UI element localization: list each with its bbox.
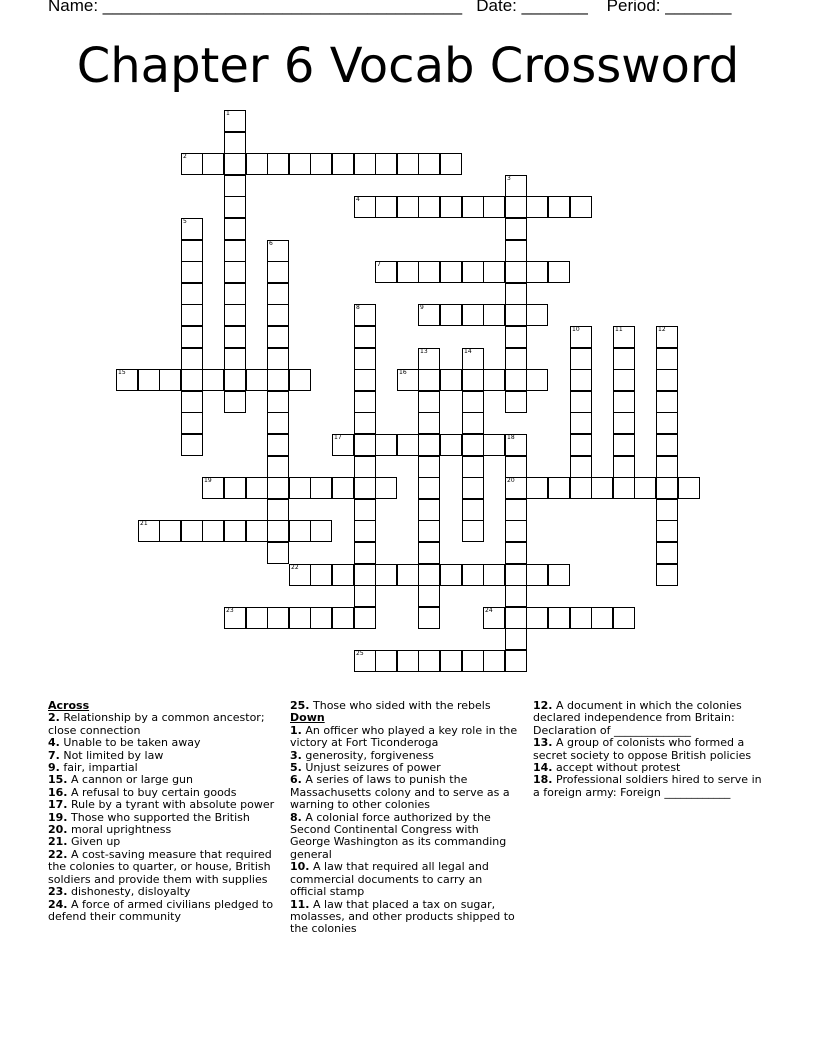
grid-cell[interactable] (418, 153, 440, 175)
grid-cell[interactable] (462, 391, 484, 413)
grid-cell[interactable] (246, 153, 268, 175)
grid-cell[interactable] (267, 240, 289, 262)
grid-cell[interactable] (483, 304, 505, 326)
grid-cell[interactable] (483, 261, 505, 283)
clue-across-20: 20. moral uprightness (48, 823, 172, 837)
clue-across-21: 21. Given up (48, 835, 121, 849)
grid-cell[interactable] (440, 434, 462, 456)
clue-across-25: 25. Those who sided with the rebels (290, 699, 491, 712)
grid-cell[interactable] (181, 304, 203, 326)
grid-cell[interactable] (505, 542, 527, 564)
grid-cell[interactable] (224, 607, 246, 629)
grid-cell[interactable] (267, 391, 289, 413)
grid-cell[interactable] (505, 607, 527, 629)
clue-across-22: 22. A cost-saving measure that required the colonies to quarter, or house, British soldiers and provide them with supplies (48, 847, 272, 886)
grid-cell[interactable] (613, 326, 635, 348)
grid-cell[interactable] (289, 477, 311, 499)
grid-cell[interactable] (375, 650, 397, 672)
grid-cell[interactable] (181, 240, 203, 262)
grid-cell[interactable] (505, 261, 527, 283)
grid-cell[interactable] (397, 564, 419, 586)
clue-number: 25 (356, 650, 364, 657)
grid-cell[interactable] (354, 391, 376, 413)
grid-cell[interactable] (418, 412, 440, 434)
grid-cell[interactable] (526, 369, 548, 391)
grid-cell[interactable] (613, 607, 635, 629)
grid-cell[interactable] (613, 391, 635, 413)
grid-cell[interactable] (505, 348, 527, 370)
clue-down-14: 14. accept without protest (533, 761, 681, 775)
grid-cell[interactable] (656, 326, 678, 348)
clue-column-3 (533, 700, 769, 799)
grid-cell[interactable] (440, 369, 462, 391)
grid-cell[interactable] (332, 153, 354, 175)
grid-cell[interactable] (181, 218, 203, 240)
grid-cell[interactable] (224, 218, 246, 240)
clue-number: 11 (615, 326, 623, 333)
grid-cell[interactable] (570, 348, 592, 370)
grid-cell[interactable] (548, 564, 570, 586)
grid-cell[interactable] (418, 261, 440, 283)
clue-number: 16 (399, 369, 407, 376)
clue-across-19: 19. Those who supported the British (48, 810, 250, 824)
grid-cell[interactable] (375, 564, 397, 586)
grid-cell[interactable] (418, 650, 440, 672)
grid-cell[interactable] (505, 628, 527, 650)
clue-number: 2 (183, 153, 187, 160)
grid-cell[interactable] (267, 520, 289, 542)
grid-cell[interactable] (181, 520, 203, 542)
clue-number: 1 (226, 110, 230, 117)
clue-number: 5 (183, 218, 187, 225)
across-heading: Across (48, 699, 90, 712)
clue-across-16: 16. A refusal to buy certain goods (48, 785, 237, 799)
grid-cell[interactable] (418, 348, 440, 370)
grid-cell[interactable] (267, 326, 289, 348)
grid-cell[interactable] (267, 499, 289, 521)
grid-cell[interactable] (202, 520, 224, 542)
grid-cell[interactable] (224, 477, 246, 499)
grid-cell[interactable] (354, 196, 376, 218)
grid-cell[interactable] (267, 456, 289, 478)
grid-cell[interactable] (570, 326, 592, 348)
clue-number: 10 (572, 326, 580, 333)
grid-cell[interactable] (526, 261, 548, 283)
grid-cell[interactable] (181, 326, 203, 348)
grid-cell[interactable] (483, 607, 505, 629)
grid-cell[interactable] (462, 261, 484, 283)
grid-cell[interactable] (656, 348, 678, 370)
clue-across-23: 23. dishonesty, disloyalty (48, 885, 191, 899)
clue-down-1: 1. An officer who played a key role in the victory at Fort Ticonderoga (290, 723, 518, 750)
clue-number: 21 (140, 520, 148, 527)
grid-cell[interactable] (656, 499, 678, 521)
grid-cell[interactable] (613, 456, 635, 478)
grid-cell[interactable] (548, 261, 570, 283)
grid-cell[interactable] (570, 369, 592, 391)
clue-number: 14 (464, 348, 472, 355)
grid-cell[interactable] (656, 391, 678, 413)
grid-cell[interactable] (246, 369, 268, 391)
grid-cell[interactable] (181, 434, 203, 456)
grid-cell[interactable] (224, 348, 246, 370)
grid-cell[interactable] (202, 369, 224, 391)
grid-cell[interactable] (354, 477, 376, 499)
grid-cell[interactable] (267, 607, 289, 629)
grid-cell[interactable] (505, 650, 527, 672)
grid-cell[interactable] (397, 196, 419, 218)
clue-across-15: 15. A cannon or large gun (48, 773, 193, 787)
grid-cell[interactable] (354, 585, 376, 607)
grid-cell[interactable] (505, 304, 527, 326)
grid-cell[interactable] (332, 564, 354, 586)
grid-cell[interactable] (375, 196, 397, 218)
grid-cell[interactable] (440, 196, 462, 218)
grid-cell[interactable] (289, 607, 311, 629)
clue-down-6: 6. A series of laws to punish the Massachusetts colony and to serve as a warning to other colonies (290, 773, 510, 812)
clue-number: 17 (334, 434, 342, 441)
grid-cell[interactable] (634, 477, 656, 499)
grid-cell[interactable] (462, 348, 484, 370)
grid-cell[interactable] (224, 175, 246, 197)
grid-cell[interactable] (354, 348, 376, 370)
grid-cell[interactable] (332, 434, 354, 456)
grid-cell[interactable] (613, 434, 635, 456)
grid-cell[interactable] (202, 477, 224, 499)
clue-number: 3 (507, 175, 511, 182)
grid-cell[interactable] (526, 304, 548, 326)
page-title: Chapter 6 Vocab Crossword (76, 38, 740, 94)
grid-cell[interactable] (354, 564, 376, 586)
clue-down-8: 8. A colonial force authorized by the Second Continental Congress with George Washington as its commanding general (290, 810, 507, 861)
grid-cell[interactable] (418, 456, 440, 478)
grid-cell[interactable] (462, 650, 484, 672)
clue-number: 20 (507, 477, 515, 484)
grid-cell[interactable] (116, 369, 138, 391)
grid-cell[interactable] (462, 196, 484, 218)
grid-cell[interactable] (418, 499, 440, 521)
grid-cell[interactable] (375, 153, 397, 175)
grid-cell[interactable] (354, 456, 376, 478)
grid-cell[interactable] (462, 434, 484, 456)
grid-cell[interactable] (591, 607, 613, 629)
grid-cell[interactable] (310, 153, 332, 175)
clue-across-17: 17. Rule by a tyrant with absolute power (48, 798, 275, 812)
grid-cell[interactable] (505, 456, 527, 478)
header-name-date-period: Name: ______________________________________ Date: _______ Period: _______ (48, 0, 732, 15)
grid-cell[interactable] (570, 391, 592, 413)
grid-cell[interactable] (570, 607, 592, 629)
grid-cell[interactable] (310, 564, 332, 586)
grid-cell[interactable] (418, 585, 440, 607)
clue-number: 13 (420, 348, 428, 355)
grid-cell[interactable] (224, 110, 246, 132)
clue-number: 4 (356, 196, 360, 203)
grid-cell[interactable] (483, 369, 505, 391)
grid-cell[interactable] (246, 477, 268, 499)
grid-cell[interactable] (354, 650, 376, 672)
grid-cell[interactable] (224, 132, 246, 154)
clue-across-2: 2. Relationship by a common ancestor; close connection (48, 711, 265, 737)
clue-number: 22 (291, 564, 299, 571)
grid-cell[interactable] (332, 607, 354, 629)
grid-cell[interactable] (267, 153, 289, 175)
grid-cell[interactable] (483, 650, 505, 672)
grid-cell[interactable] (526, 477, 548, 499)
grid-cell[interactable] (267, 412, 289, 434)
grid-cell[interactable] (310, 607, 332, 629)
clue-across-4: 4. Unable to be taken away (48, 736, 201, 750)
grid-cell[interactable] (613, 477, 635, 499)
grid-cell[interactable] (224, 261, 246, 283)
clue-across-7: 7. Not limited by law (48, 748, 164, 762)
grid-cell[interactable] (613, 348, 635, 370)
grid-cell[interactable] (548, 477, 570, 499)
grid-cell[interactable] (267, 434, 289, 456)
grid-cell[interactable] (354, 369, 376, 391)
grid-cell[interactable] (418, 607, 440, 629)
grid-cell[interactable] (570, 196, 592, 218)
grid-cell[interactable] (289, 520, 311, 542)
grid-cell[interactable] (505, 391, 527, 413)
grid-cell[interactable] (418, 391, 440, 413)
grid-cell[interactable] (418, 520, 440, 542)
clue-number: 12 (658, 326, 666, 333)
clue-down-18: 18. Professional soldiers hired to serve in a foreign army: Foreign ____________ (533, 773, 762, 799)
grid-cell[interactable] (462, 499, 484, 521)
grid-cell[interactable] (181, 348, 203, 370)
grid-cell[interactable] (267, 348, 289, 370)
clue-down-13: 13. A group of colonists who formed a secret society to oppose British policies (533, 736, 752, 762)
grid-cell[interactable] (224, 391, 246, 413)
clue-number: 8 (356, 304, 360, 311)
grid-cell[interactable] (224, 304, 246, 326)
grid-cell[interactable] (505, 369, 527, 391)
grid-cell[interactable] (462, 564, 484, 586)
grid-cell[interactable] (354, 607, 376, 629)
grid-cell[interactable] (678, 477, 700, 499)
grid-cell[interactable] (267, 542, 289, 564)
grid-cell[interactable] (289, 564, 311, 586)
grid-cell[interactable] (462, 456, 484, 478)
clue-across-9: 9. fair, impartial (48, 761, 138, 775)
grid-cell[interactable] (332, 477, 354, 499)
grid-cell[interactable] (224, 369, 246, 391)
grid-cell[interactable] (397, 369, 419, 391)
grid-cell[interactable] (462, 369, 484, 391)
grid-cell[interactable] (397, 261, 419, 283)
grid-cell[interactable] (656, 477, 678, 499)
grid-cell[interactable] (181, 412, 203, 434)
clue-number: 24 (485, 607, 493, 614)
grid-cell[interactable] (418, 477, 440, 499)
clue-across-24: 24. A force of armed civilians pledged to defend their community (48, 897, 274, 923)
grid-cell[interactable] (505, 196, 527, 218)
grid-cell[interactable] (505, 218, 527, 240)
grid-cell[interactable] (613, 412, 635, 434)
clue-down-5: 5. Unjust seizures of power (290, 761, 441, 775)
grid-cell[interactable] (505, 175, 527, 197)
grid-cell[interactable] (138, 369, 160, 391)
grid-cell[interactable] (591, 477, 613, 499)
grid-cell[interactable] (159, 520, 181, 542)
grid-cell[interactable] (483, 196, 505, 218)
clue-down-12: 12. A document in which the colonies declared independence from Britain: Declaration of ______________ (533, 699, 742, 737)
grid-cell[interactable] (418, 542, 440, 564)
grid-cell[interactable] (613, 369, 635, 391)
grid-cell[interactable] (440, 304, 462, 326)
grid-cell[interactable] (354, 304, 376, 326)
clue-down-11: 11. A law that placed a tax on sugar, molasses, and other products shipped to the colonies (290, 897, 515, 936)
clue-down-3: 3. generosity, forgiveness (290, 748, 434, 762)
grid-cell[interactable] (505, 520, 527, 542)
grid-cell[interactable] (418, 196, 440, 218)
grid-cell[interactable] (267, 304, 289, 326)
grid-cell[interactable] (159, 369, 181, 391)
grid-cell[interactable] (267, 369, 289, 391)
grid-cell[interactable] (354, 412, 376, 434)
grid-cell[interactable] (440, 153, 462, 175)
clue-number: 23 (226, 607, 234, 614)
grid-cell[interactable] (505, 240, 527, 262)
grid-cell[interactable] (202, 153, 224, 175)
grid-cell[interactable] (224, 153, 246, 175)
grid-cell[interactable] (354, 434, 376, 456)
grid-cell[interactable] (354, 520, 376, 542)
grid-cell[interactable] (246, 520, 268, 542)
grid-cell[interactable] (375, 261, 397, 283)
grid-cell[interactable] (418, 434, 440, 456)
grid-cell[interactable] (462, 304, 484, 326)
clue-number: 18 (507, 434, 515, 441)
grid-cell[interactable] (440, 261, 462, 283)
grid-cell[interactable] (310, 477, 332, 499)
grid-cell[interactable] (570, 434, 592, 456)
grid-cell[interactable] (181, 369, 203, 391)
grid-cell[interactable] (526, 564, 548, 586)
grid-cell[interactable] (224, 520, 246, 542)
grid-cell[interactable] (181, 391, 203, 413)
grid-cell[interactable] (505, 283, 527, 305)
grid-cell[interactable] (570, 412, 592, 434)
grid-cell[interactable] (548, 196, 570, 218)
grid-cell[interactable] (656, 520, 678, 542)
grid-cell[interactable] (397, 153, 419, 175)
grid-cell[interactable] (289, 153, 311, 175)
grid-cell[interactable] (526, 607, 548, 629)
grid-cell[interactable] (505, 499, 527, 521)
grid-cell[interactable] (354, 542, 376, 564)
grid-cell[interactable] (138, 520, 160, 542)
grid-cell[interactable] (440, 650, 462, 672)
grid-cell[interactable] (181, 283, 203, 305)
grid-cell[interactable] (656, 369, 678, 391)
down-heading: Down (290, 711, 325, 725)
grid-cell[interactable] (483, 434, 505, 456)
grid-cell[interactable] (462, 412, 484, 434)
grid-cell[interactable] (656, 564, 678, 586)
grid-cell[interactable] (224, 240, 246, 262)
clue-number: 15 (118, 369, 126, 376)
grid-cell[interactable] (267, 283, 289, 305)
grid-cell[interactable] (505, 585, 527, 607)
clue-number: 7 (377, 261, 381, 268)
grid-cell[interactable] (656, 434, 678, 456)
grid-cell[interactable] (505, 564, 527, 586)
grid-cell[interactable] (656, 542, 678, 564)
grid-cell[interactable] (656, 412, 678, 434)
grid-cell[interactable] (570, 477, 592, 499)
grid-cell[interactable] (462, 477, 484, 499)
grid-cell[interactable] (440, 564, 462, 586)
grid-cell[interactable] (246, 607, 268, 629)
grid-cell[interactable] (224, 283, 246, 305)
grid-cell[interactable] (354, 153, 376, 175)
clue-number: 6 (269, 240, 273, 247)
grid-cell[interactable] (505, 434, 527, 456)
grid-cell[interactable] (570, 456, 592, 478)
grid-cell[interactable] (397, 434, 419, 456)
grid-cell[interactable] (181, 261, 203, 283)
grid-cell[interactable] (354, 326, 376, 348)
grid-cell[interactable] (397, 650, 419, 672)
clue-number: 9 (420, 304, 424, 311)
grid-cell[interactable] (505, 326, 527, 348)
grid-cell[interactable] (289, 369, 311, 391)
grid-cell[interactable] (656, 456, 678, 478)
grid-cell[interactable] (418, 369, 440, 391)
grid-cell[interactable] (354, 499, 376, 521)
grid-cell[interactable] (548, 607, 570, 629)
grid-cell[interactable] (224, 326, 246, 348)
grid-cell[interactable] (505, 477, 527, 499)
clue-column-1 (48, 700, 280, 923)
grid-cell[interactable] (224, 196, 246, 218)
grid-cell[interactable] (462, 520, 484, 542)
clue-number: 19 (204, 477, 212, 484)
grid-cell[interactable] (375, 434, 397, 456)
grid-cell[interactable] (267, 477, 289, 499)
clue-down-10: 10. A law that required all legal and commercial documents to carry an official stamp (290, 860, 489, 899)
grid-cell[interactable] (483, 564, 505, 586)
grid-cell[interactable] (375, 477, 397, 499)
grid-cell[interactable] (267, 261, 289, 283)
grid-cell[interactable] (181, 153, 203, 175)
clue-column-2 (290, 700, 522, 936)
grid-cell[interactable] (526, 196, 548, 218)
grid-cell[interactable] (418, 564, 440, 586)
grid-cell[interactable] (418, 304, 440, 326)
grid-cell[interactable] (310, 520, 332, 542)
